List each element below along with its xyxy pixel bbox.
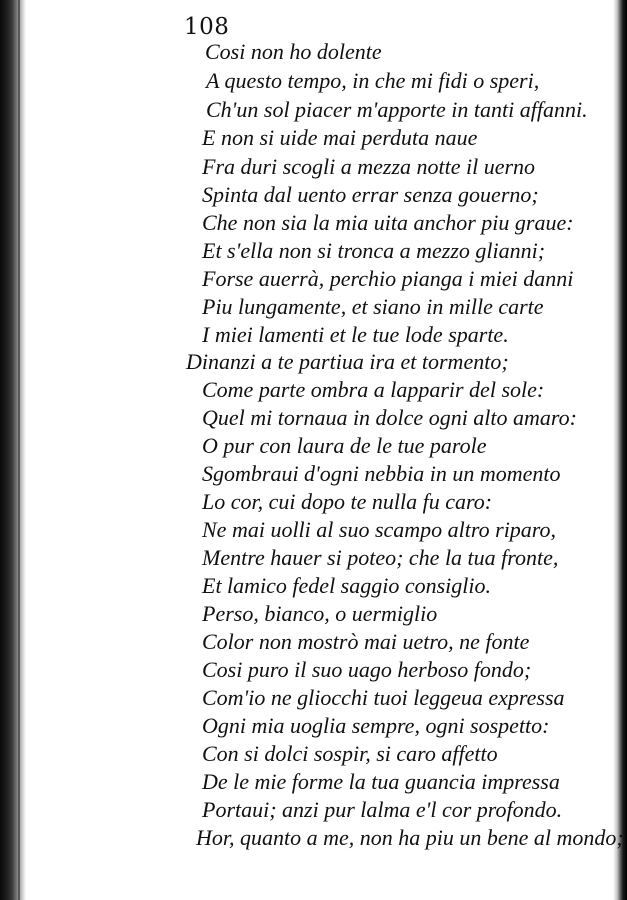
page-edge-shadow [613,0,627,900]
binding-gutter [0,0,26,900]
verse-line-stanza-start: Dinanzi a te partiua ira et tormento; [186,349,509,374]
verse-line: Ogni mia uoglia sempre, ogni sospetto: [202,713,550,738]
verse-line: Hor, quanto a me, non ha piu un bene al mondo; [196,825,624,850]
verse-line: Ch'un sol piacer m'apporte in tanti affanni. [206,97,588,122]
verse-line: Quel mi tornaua in dolce ogni alto amaro: [202,405,577,430]
verse-line: Perso, bianco, o uermiglio [202,601,438,626]
verse-line: Ne mai uolli al suo scampo altro riparo, [202,517,557,542]
verse-line: Che non sia la mia uita anchor piu graue: [202,210,574,235]
verse-line: Sgombraui d'ogni nebbia in un momento [202,461,561,486]
verse-line: Come parte ombra a lapparir del sole: [202,377,545,402]
verse-line: Mentre hauer si poteo; che la tua fronte, [202,545,559,570]
verse-line: Et lamico fedel saggio consiglio. [202,573,492,598]
verse-line: Forse auerrà, perchio pianga i miei danni [202,266,574,291]
verse-line: Portaui; anzi pur lalma e'l cor profondo. [202,797,563,822]
verse-line: Cosi puro il suo uago herboso fondo; [202,657,532,682]
verse-line: Color non mostrò mai uetro, ne fonte [202,629,530,654]
verse-line: Piu lungamente, et siano in mille carte [202,294,544,319]
verse-line: E non si uide mai perduta naue [202,125,478,150]
verse-line: A questo tempo, in che mi fidi o speri, [206,68,540,93]
verse-line: Com'io ne gliocchi tuoi leggeua expressa [202,685,565,710]
verse-line: Lo cor, cui dopo te nulla fu caro: [202,489,493,514]
verse-line: Et s'ella non si tronca a mezzo glianni; [202,238,546,263]
verse-line: Spinta dal uento errar senza gouerno; [202,182,539,207]
verse-line: Con si dolci sospir, si caro affetto [202,741,498,766]
verse-line: De le mie forme la tua guancia impressa [202,769,560,794]
page-number: 108 [184,14,230,40]
verse-line: I miei lamenti et le tue lode sparte. [202,322,509,347]
verse-line: O pur con laura de le tue parole [202,433,487,458]
verse-line: Fra duri scogli a mezza notte il uerno [202,154,536,179]
binding-line [18,0,20,900]
verse-line: Cosi non ho dolente [205,39,382,64]
